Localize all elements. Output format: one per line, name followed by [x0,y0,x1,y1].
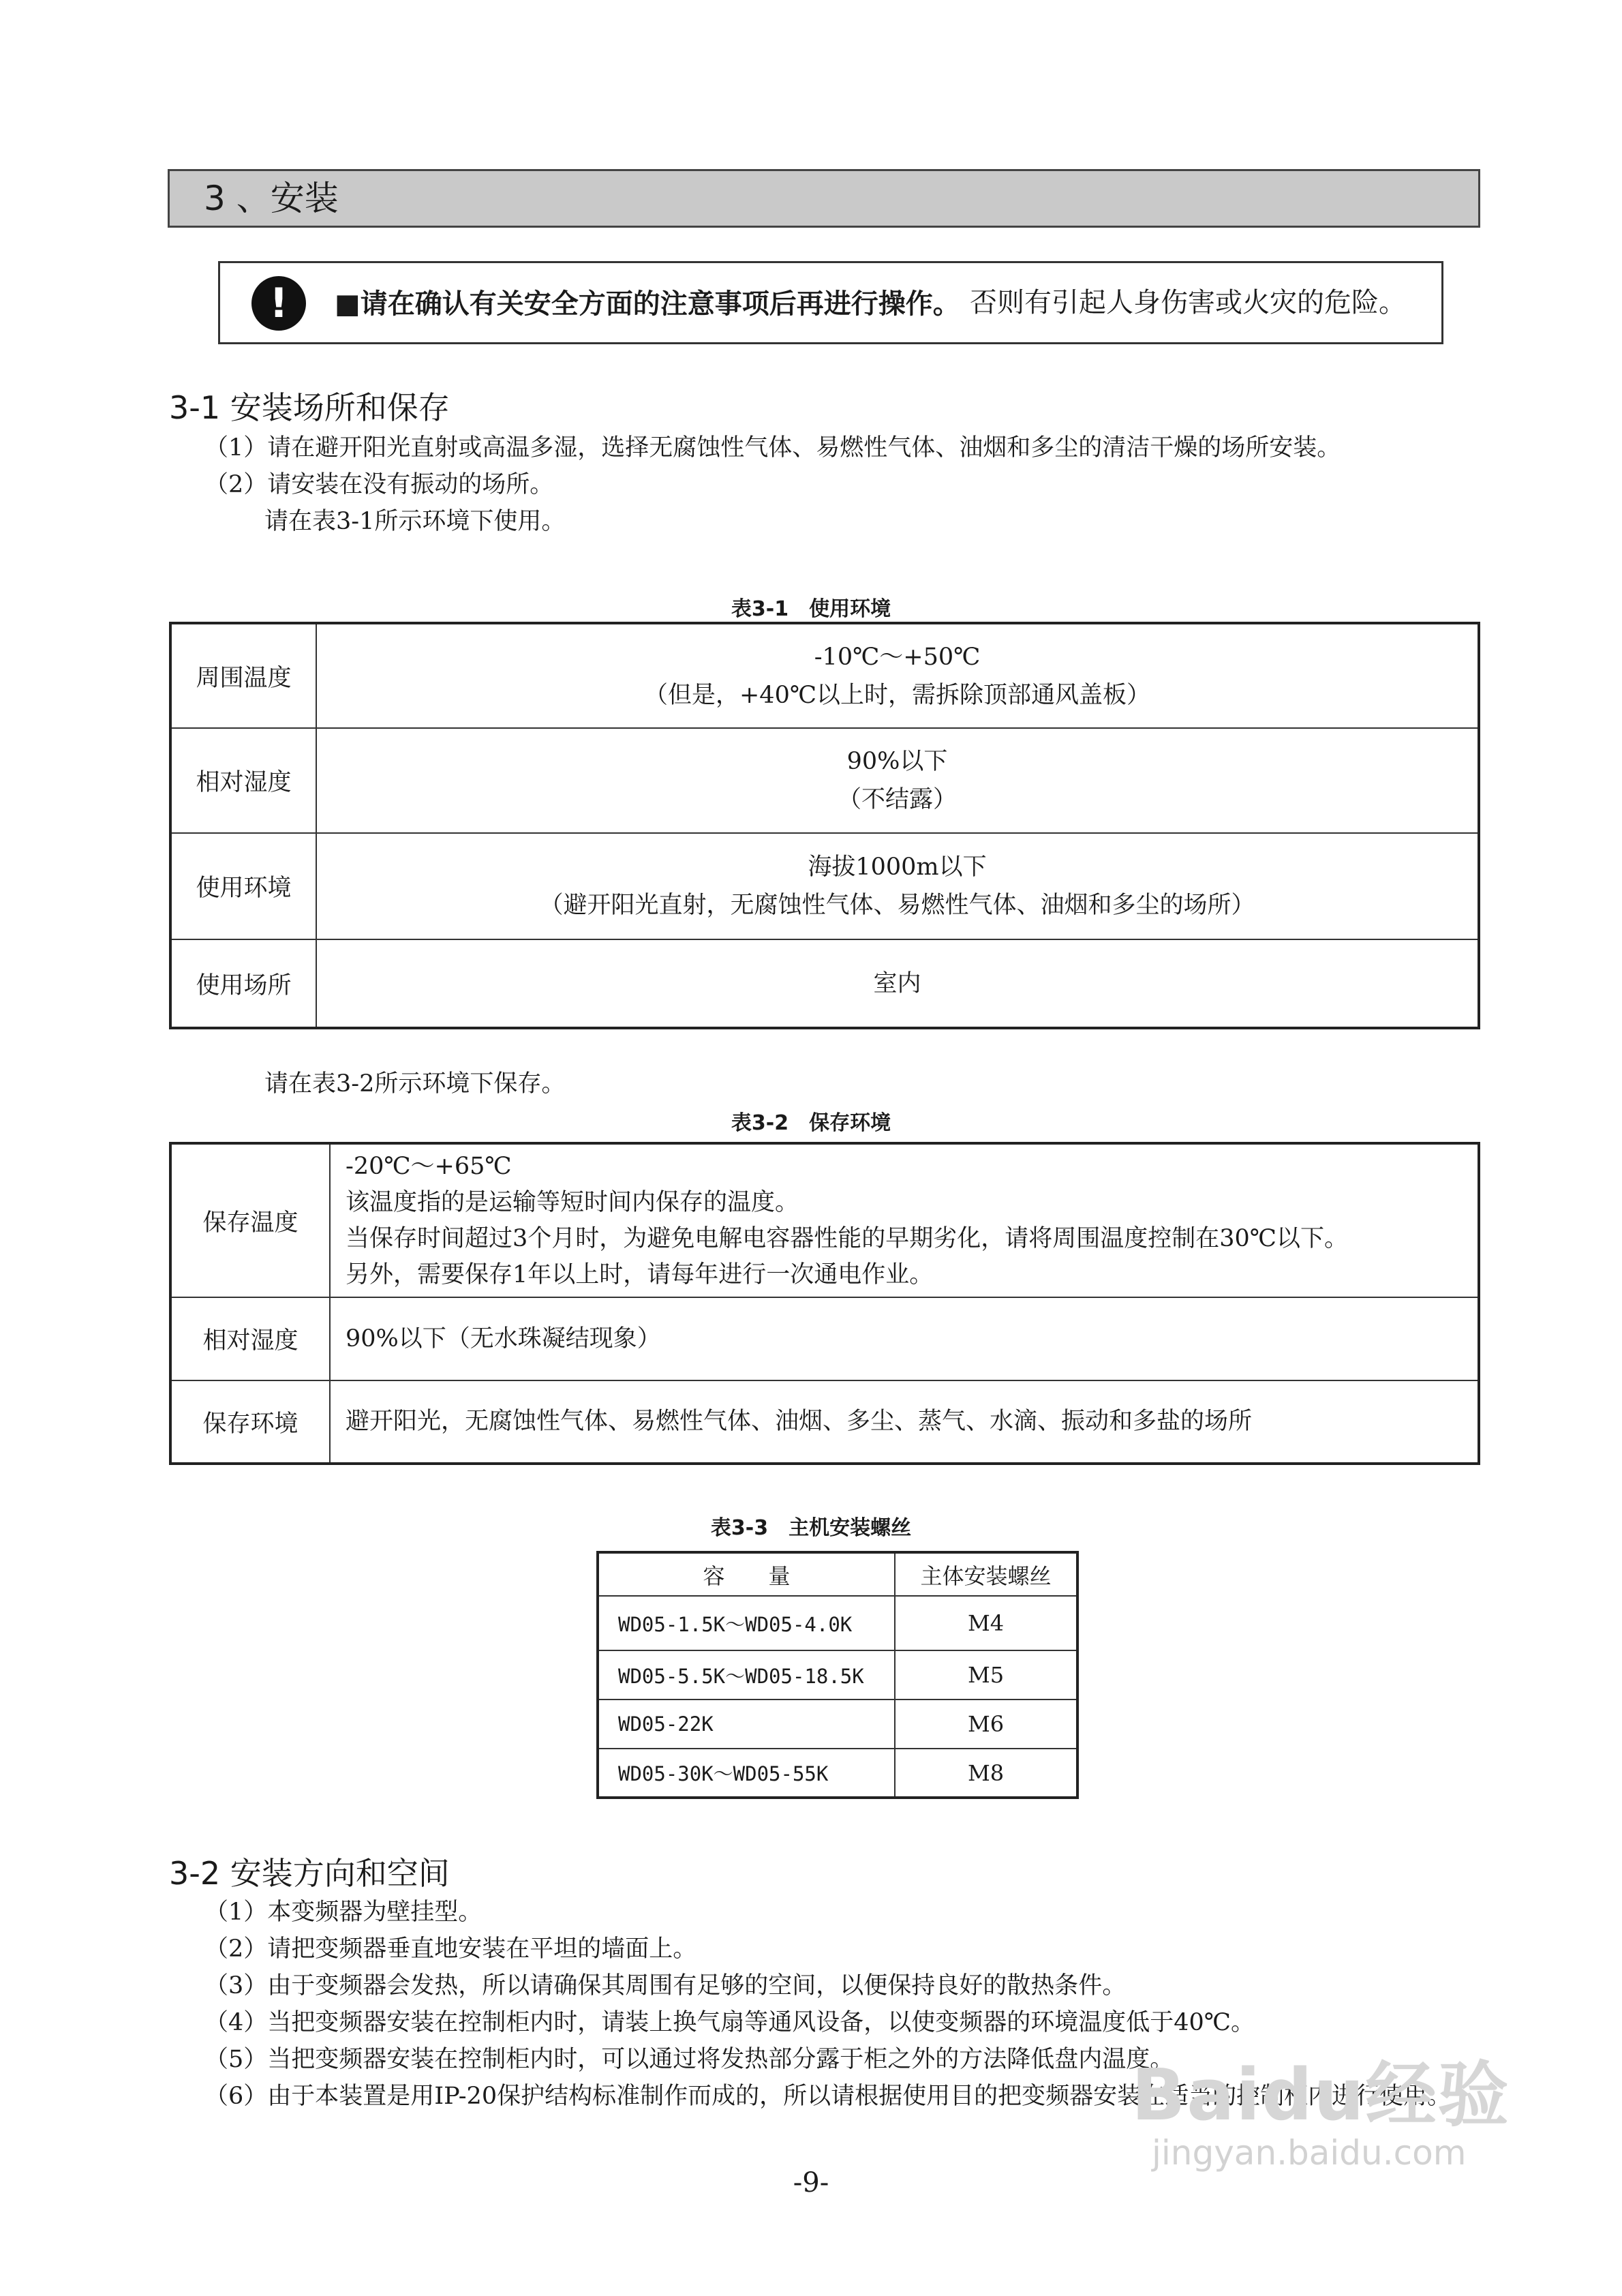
usage-environment-table [169,622,1480,1029]
table-cell-label: 周围温度 [170,623,316,728]
table-row [598,1700,1077,1749]
table3-caption: 表3-3 主机安装螺丝 [710,1516,912,1540]
watermark-logo: Baidu经验 [1131,2053,1510,2136]
table-cell-label: 相对湿度 [170,728,316,833]
list-item: （1）本变频器为壁挂型。 [204,1899,483,1926]
table-cell-value [316,833,1479,939]
table-row [598,1749,1077,1798]
intro-text: 请在表3-2所示环境下保存。 [264,1070,566,1098]
table-cell-capacity: WD05-22K [598,1700,895,1749]
warning-box [218,261,1443,344]
baidu-watermark [1131,2053,1510,2173]
section-title: 3 、安装 [204,179,339,218]
table-row [598,1650,1077,1700]
table2-caption: 表3-2 保存环境 [731,1111,891,1135]
warning-bold-text: ■请在确认有关安全方面的注意事项后再进行操作。 [335,288,960,320]
column-header: 容 量 [598,1552,895,1596]
table-cell-capacity: WD05-5.5K～WD05-18.5K [598,1650,895,1700]
value-line: 90%以下 [846,748,948,775]
table-cell-label: 使用场所 [170,939,316,1028]
table-cell-label: 相对湿度 [170,1297,330,1380]
value-line: 90%以下（无水珠凝结现象） [346,1325,661,1353]
table-cell-screw: M6 [895,1700,1077,1749]
list-item: （4）当把变频器安装在控制柜内时，请装上换气扇等通风设备，以使变频器的环境温度低于40℃。 [204,2009,1255,2036]
value-line: （不结露） [837,786,957,813]
table-cell-value [330,1143,1479,1297]
table-row [170,1297,1479,1380]
column-header: 主体安装螺丝 [895,1552,1077,1596]
value-line: -20℃～+65℃ [346,1152,512,1180]
warning-normal-text: 否则有引起人身伤害或火灾的危险。 [970,287,1406,318]
table-cell-value [316,939,1479,1028]
table-header-row [598,1552,1077,1596]
value-line: 当保存时间超过3个月时，为避免电解电容器性能的早期劣化，请将周围温度控制在30℃以下。 [346,1224,1348,1252]
value-line: 另外，需要保存1年以上时，请每年进行一次通电作业。 [346,1260,934,1288]
table1-caption: 表3-1 使用环境 [731,597,891,621]
value-line: 避开阳光，无腐蚀性气体、易燃性气体、油烟、多尘、蒸气、水滴、振动和多盐的场所 [346,1408,1253,1435]
section-heading-3-1: 3-1 安装场所和保存 [169,389,450,426]
list-item: （3）由于变频器会发热，所以请确保其周围有足够的空间，以便保持良好的散热条件。 [204,1972,1127,1999]
storage-environment-table [169,1142,1480,1465]
table-row [170,1380,1479,1464]
value-line: 室内 [873,969,921,997]
list-item: （2）请安装在没有振动的场所。 [204,471,554,498]
section-header [168,169,1480,228]
table-row [170,1143,1479,1297]
value-line: 海拔1000m以下 [808,854,987,881]
intro-text: 请在表3-1所示环境下使用。 [264,508,566,535]
table-cell-value [330,1297,1479,1380]
section-heading-3-2: 3-2 安装方向和空间 [169,1855,450,1892]
table-cell-value [330,1380,1479,1464]
table-cell-value [316,623,1479,728]
value-line: （但是，+40℃以上时，需拆除顶部通风盖板） [643,681,1151,709]
table-cell-screw: M8 [895,1749,1077,1798]
list-item: （6）由于本装置是用IP-20保护结构标准制作而成的，所以请根据使用目的把变频器安装在适当的控制柜内进行使用。 [204,2083,1452,2110]
table-cell-label: 保存温度 [170,1143,330,1297]
value-line: （避开阳光直射，无腐蚀性气体、易燃性气体、油烟和多尘的场所） [539,892,1255,919]
list-item: （1）请在避开阳光直射或高温多湿，选择无腐蚀性气体、易燃性气体、油烟和多尘的清洁干燥的场所安装。 [204,434,1341,462]
table-cell-screw: M4 [895,1596,1077,1650]
table-row [170,728,1479,833]
table-row [598,1596,1077,1650]
table-row [170,833,1479,939]
table-cell-screw: M5 [895,1650,1077,1700]
list-item: （5）当把变频器安装在控制柜内时，可以通过将发热部分露于柜之外的方法降低盘内温度。 [204,2046,1174,2073]
table-row [170,939,1479,1028]
table-cell-label: 使用环境 [170,833,316,939]
list-item: （2）请把变频器垂直地安装在平坦的墙面上。 [204,1935,697,1963]
value-line: 该温度指的是运输等短时间内保存的温度。 [346,1188,799,1216]
table-cell-value [316,728,1479,833]
table-cell-label: 保存环境 [170,1380,330,1464]
mounting-screw-table [596,1551,1079,1799]
exclamation-icon: ! [251,276,306,331]
table-cell-capacity: WD05-30K～WD05-55K [598,1749,895,1798]
value-line: -10℃～+50℃ [814,643,981,671]
page-number: -9- [793,2167,829,2199]
watermark-url: jingyan.baidu.com [1152,2133,1467,2173]
table-row [170,623,1479,728]
table-cell-capacity: WD05-1.5K～WD05-4.0K [598,1596,895,1650]
